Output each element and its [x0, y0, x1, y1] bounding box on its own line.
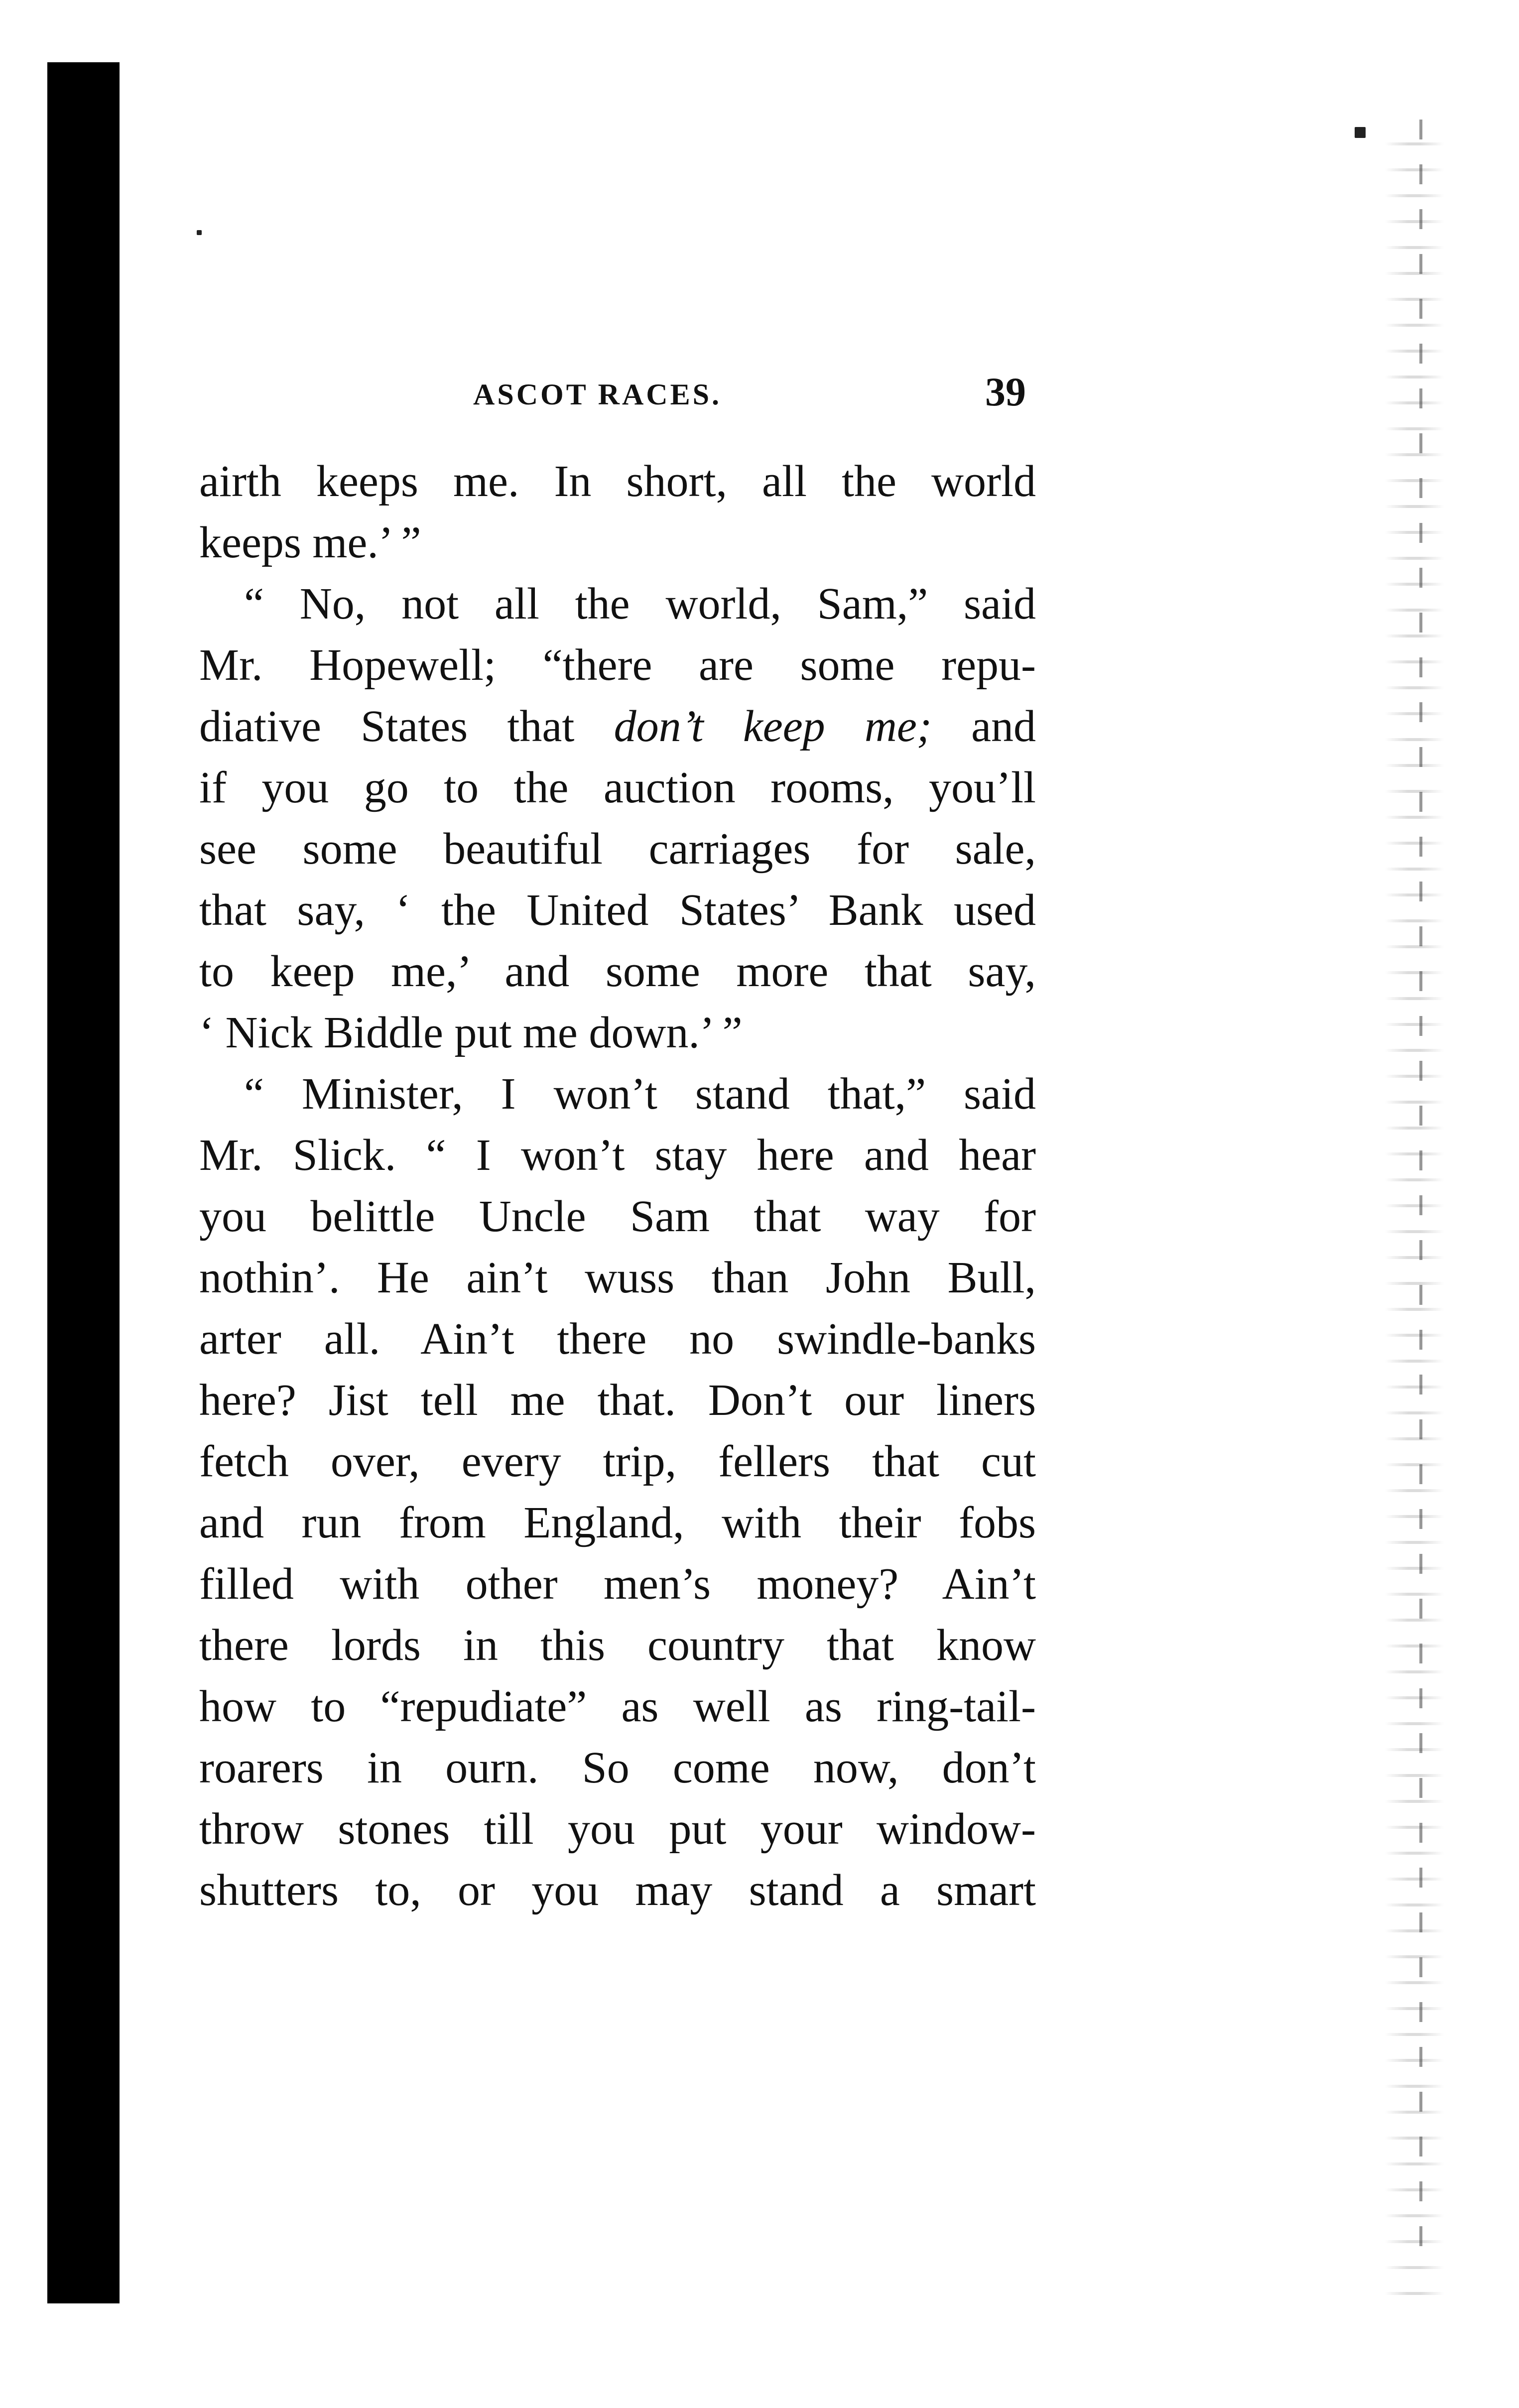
text-line: that say, ‘ the United States’ Bank used [199, 886, 1036, 935]
ink-speck [197, 230, 202, 235]
text-line: and run from England, with their fobs [199, 1498, 1036, 1547]
text-line: to keep me,’ and some more that say, [199, 947, 1036, 996]
text-line: “ Minister, I won’t stand that,” said [244, 1069, 1036, 1119]
running-head [199, 369, 1036, 423]
right-edge-rule [1419, 120, 1422, 2261]
body-text [199, 451, 1036, 1921]
text-line: ‘ Nick Biddle put me down.’ ” [199, 1008, 743, 1057]
text-run: diative States that [199, 702, 575, 751]
text-line: arter all. Ain’t there no swindle-banks [199, 1314, 1036, 1364]
text-line: here? Jist tell me that. Don’t our liners [199, 1376, 1036, 1425]
text-run: and [971, 702, 1036, 751]
text-line: see some beautiful carriages for sale, [199, 824, 1036, 874]
page-number: 39 [985, 369, 1026, 414]
text-line: keeps me.’ ” [199, 518, 421, 567]
text-line: filled with other men’s money? Ain’t [199, 1559, 1036, 1609]
text-line: how to “repudiate” as well as ring-tail- [199, 1682, 1036, 1731]
text-line: throw stones till you put your window- [199, 1804, 1036, 1854]
text-line: roarers in ourn. So come now, don’t [199, 1743, 1036, 1792]
text-line: you belittle Uncle Sam that way for [199, 1192, 1036, 1241]
text-line: shutters to, or you may stand a smart [199, 1866, 1036, 1915]
text-line: airth keeps me. In short, all the world [199, 457, 1036, 506]
text-line: if you go to the auction rooms, you’ll [199, 763, 1036, 812]
text-line: fetch over, every trip, fellers that cut [199, 1437, 1036, 1486]
right-margin-bleed-through [1385, 120, 1444, 2311]
text-line: Mr. Hopewell; “there are some repu- [199, 640, 1036, 690]
ink-speck [1355, 127, 1366, 138]
text-line: “ No, not all the world, Sam,” said [244, 579, 1036, 629]
binding-edge-shadow [47, 62, 120, 2303]
running-title: ASCOT RACES. [473, 378, 722, 411]
text-line: nothin’. He ain’t wuss than John Bull, [199, 1253, 1036, 1302]
text-line: Mr. Slick. “ I won’t stay here and hear [199, 1131, 1036, 1180]
text-line [199, 696, 1036, 757]
text-line: there lords in this country that know [199, 1621, 1036, 1670]
italic-text-run: don’t keep me; [614, 702, 932, 751]
